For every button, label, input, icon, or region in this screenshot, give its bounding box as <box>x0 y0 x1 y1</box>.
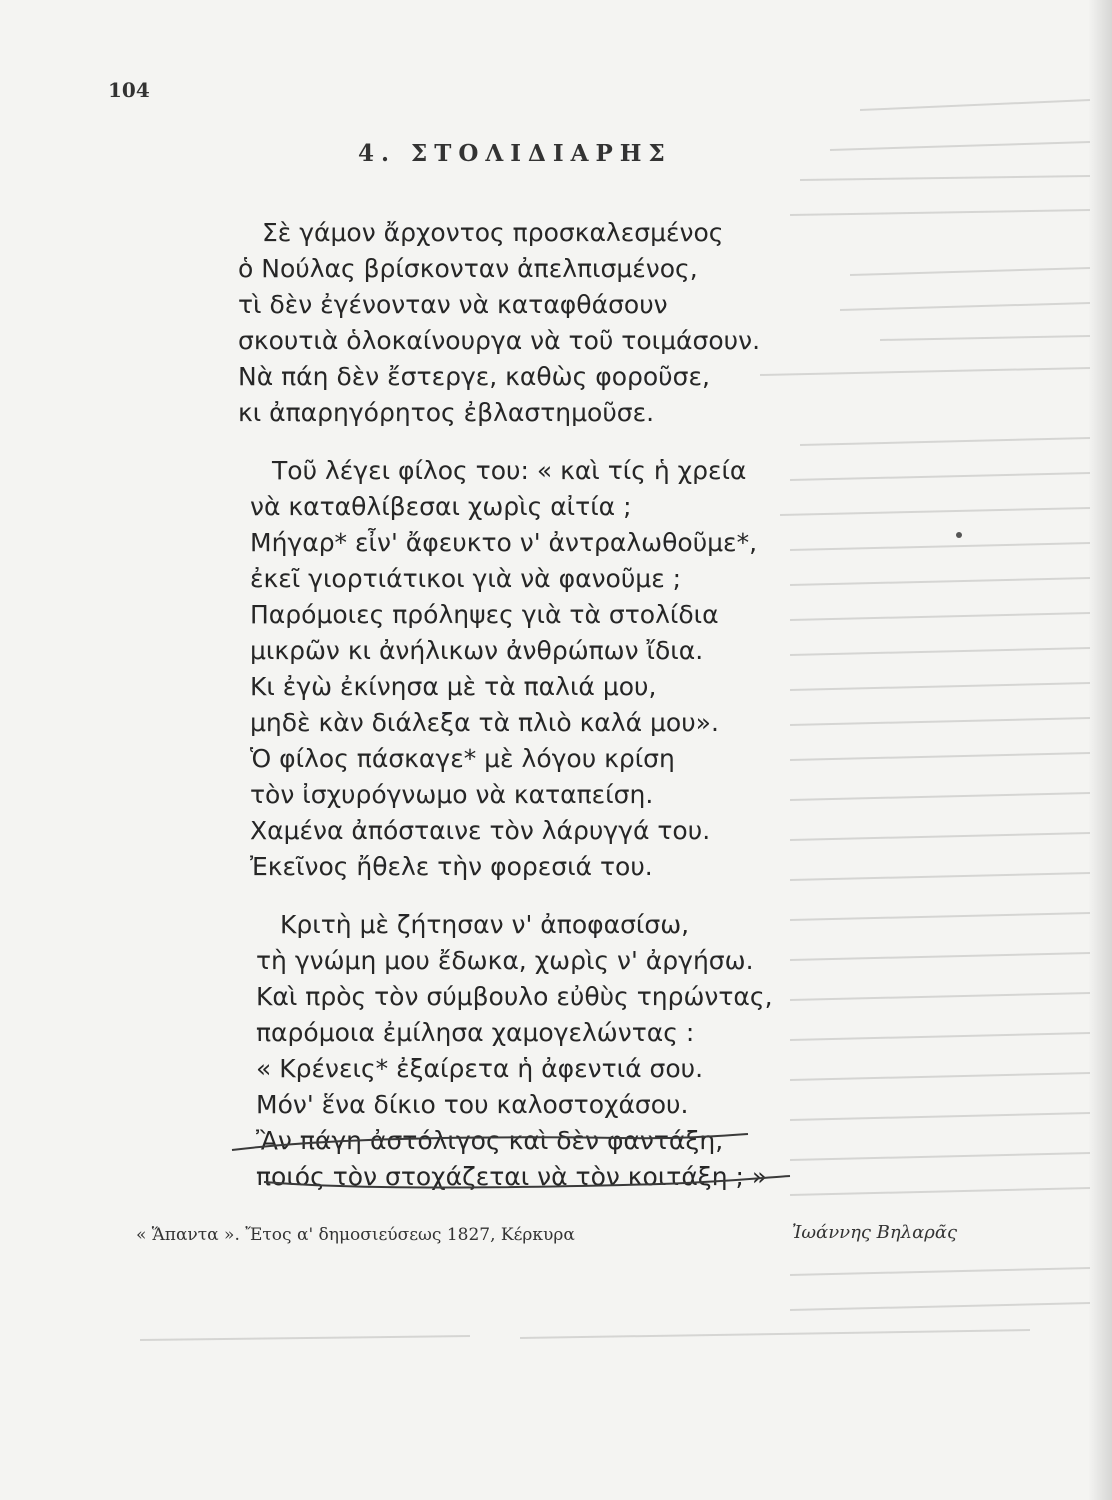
verse-line: Μήγαρ* εἶν' ἄφευκτο ν' ἀντραλωθοῦμε*, <box>250 528 758 557</box>
verse-line: τὸν ἰσχυρόγνωμο νὰ καταπείση. <box>250 780 654 809</box>
verse-line: Μόν' ἕνα δίκιο του καλοστοχάσου. <box>256 1090 689 1119</box>
verse-line: « Κρένεις* ἐξαίρετα ἡ ἀφεντιά σου. <box>256 1054 704 1083</box>
poem-title: 4. ΣΤΟΛΙΔΙΑΡΗΣ <box>358 140 672 167</box>
verse-line: κι ἀπαρηγόρητος ἐβλαστημοῦσε. <box>238 398 655 427</box>
verse-line: ἐκεῖ γιορτιάτικοι γιὰ νὰ φανοῦμε ; <box>250 564 682 593</box>
verse-line: σκουτιὰ ὁλοκαίνουργα νὰ τοῦ τοιμάσουν. <box>238 326 761 355</box>
verse-line: Τοῦ λέγει φίλος του: « καὶ τίς ἡ χρεία <box>272 456 747 485</box>
page-number: 104 <box>108 78 150 102</box>
verse-line: Νὰ πάη δὲν ἔστεργε, καθὼς φοροῦσε, <box>238 362 710 391</box>
verse-line: μικρῶν κι ἀνήλικων ἀνθρώπων ἴδια. <box>250 636 704 665</box>
verse-line: παρόμοια ἐμίλησα χαμογελώντας : <box>256 1018 695 1047</box>
verse-line: Κριτὴ μὲ ζήτησαν ν' ἀποφασίσω, <box>280 910 690 939</box>
verse-line: τὴ γνώμη μου ἔδωκα, χωρὶς ν' ἀργήσω. <box>256 946 754 975</box>
ink-dot <box>956 532 962 538</box>
verse-line: Καὶ πρὸς τὸν σύμβουλο εὐθὺς τηρώντας, <box>256 982 773 1011</box>
verse-line: Ὁ φίλος πάσκαγε* μὲ λόγου κρίση <box>250 744 675 773</box>
verse-line: Ἂν πάγη ἀστόλιγος καὶ δὲν φαντάξη, <box>256 1126 724 1155</box>
verse-line: μηδὲ κὰν διάλεξα τὰ πλιὸ καλά μου». <box>250 708 719 737</box>
verse-line: νὰ καταθλίβεσαι χωρὶς αἰτία ; <box>250 492 632 521</box>
verse-line: Παρόμοιες πρόληψες γιὰ τὰ στολίδια <box>250 600 719 629</box>
verse-line: τὶ δὲν ἐγένονταν νὰ καταφθάσουν <box>238 290 668 319</box>
verse-line: Σὲ γάμον ἄρχοντος προσκαλεσμένος <box>262 218 724 247</box>
verse-line: ποιός τὸν στοχάζεται νὰ τὸν κοιτάξη ; » <box>256 1162 768 1191</box>
author-name: Ἰωάννης Βηλαρᾶς <box>792 1222 958 1243</box>
page-edge-shadow <box>1088 0 1112 1500</box>
verse-line: ὁ Νούλας βρίσκονταν ἀπελπισμένος, <box>238 254 698 283</box>
verse-line: Χαμένα ἀπόσταινε τὸν λάρυγγά του. <box>250 816 711 845</box>
source-citation: « Ἅπαντα ». Ἔτος α' δημοσιεύσεως 1827, Κέρκυρα <box>136 1225 575 1245</box>
verse-line: Ἐκεῖνος ἤθελε τὴν φορεσιά του. <box>250 852 653 881</box>
verse-line: Κι ἐγὼ ἐκίνησα μὲ τὰ παλιά μου, <box>250 672 657 701</box>
